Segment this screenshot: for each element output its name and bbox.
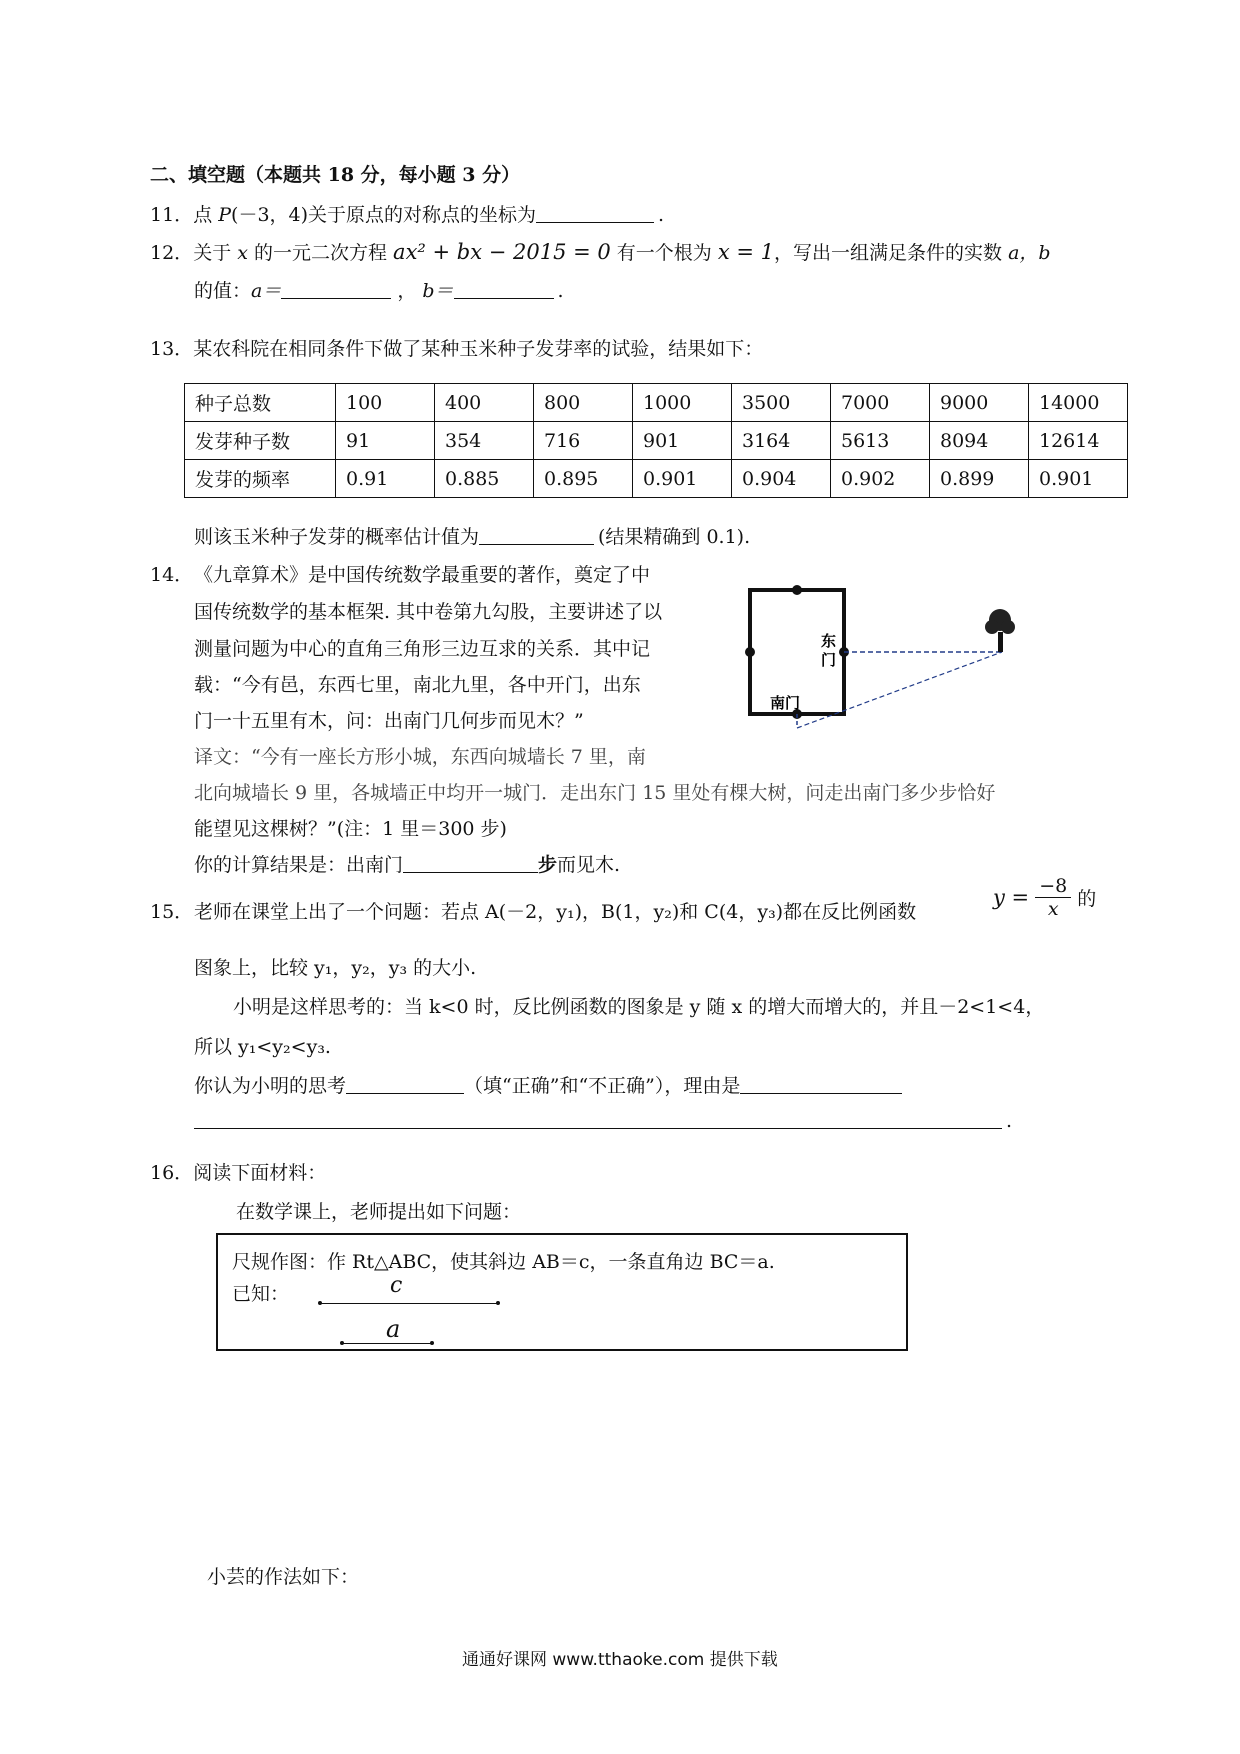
table-cell: 1000 [633, 384, 732, 422]
q11-text-b: (－3，4)关于原点的对称点的坐标为 [231, 204, 537, 226]
q14-answer-a: 你的计算结果是：出南门 [194, 854, 404, 876]
table-cell: 100 [336, 384, 435, 422]
q14-answer-b: 步 [538, 854, 558, 876]
q11-text-a: 点 [193, 204, 219, 226]
q15-line3: 小明是这样思考的：当 k<0 时，反比例函数的图象是 y 随 x 的增大而增大的，并且－2<1<4， [233, 996, 1045, 1018]
table-cell: 12614 [1029, 422, 1128, 460]
east-gate-label-1: 东 [821, 632, 837, 650]
q14-line: 《九章算术》是中国传统数学最重要的著作，奠定了中 [194, 564, 651, 586]
q12-equation: ax² + bx − 2015 = 0 [393, 240, 611, 264]
table-cell: 0.895 [534, 460, 633, 498]
problem-box [216, 1233, 908, 1351]
west-gate-dot [745, 647, 755, 657]
question-13 [150, 334, 763, 361]
table-cell: 3164 [732, 422, 831, 460]
answer-blank[interactable] [403, 852, 538, 873]
table-cell: 91 [336, 422, 435, 460]
south-gate-label: 南门 [770, 694, 801, 712]
table-row-header: 发芽种子数 [185, 422, 336, 460]
table-cell: 7000 [831, 384, 930, 422]
q16-method: 小芸的作法如下： [207, 1566, 360, 1588]
q16-given-label: 已知： [232, 1283, 290, 1305]
reason-blank-2[interactable] [194, 1108, 1002, 1129]
table-cell: 0.91 [336, 460, 435, 498]
segment-a-end-right [430, 1341, 434, 1345]
table-cell: 5613 [831, 422, 930, 460]
north-gate-dot [792, 585, 802, 595]
table-cell: 354 [435, 422, 534, 460]
segment-c [320, 1303, 498, 1304]
table-cell: 14000 [1029, 384, 1128, 422]
table-row [185, 460, 1128, 498]
q14-line: 载：“今有邑，东西七里，南北九里，各中开门，出东 [194, 674, 641, 696]
table-cell: 9000 [930, 384, 1029, 422]
question-12-line2 [194, 276, 564, 303]
table-cell: 0.899 [930, 460, 1029, 498]
tree-icon [985, 609, 1015, 652]
q15-func-den: x [1047, 898, 1059, 920]
q15-fraction [1035, 875, 1071, 920]
q12-b-label: b＝ [422, 280, 454, 302]
q12-text-e: 的值： [194, 280, 252, 302]
q12-var-x: x [237, 242, 248, 264]
q16-context: 在数学课上，老师提出如下问题： [236, 1201, 522, 1223]
germination-table [184, 383, 1128, 498]
q12-text-d: ，写出一组满足条件的实数 [774, 242, 1009, 264]
question-number: 12． [150, 242, 194, 264]
q12-root: x = 1 [717, 240, 775, 264]
q15-line1: 老师在课堂上出了一个问题：若点 A(－2，y₁)，B(1，y₂)和 C(4，y₃)都在反比例函数 [194, 901, 917, 923]
table-cell: 0.885 [435, 460, 534, 498]
q15-func-num: −8 [1035, 875, 1071, 898]
city-diagram [740, 580, 1040, 740]
table-cell: 0.904 [732, 460, 831, 498]
table-cell: 8094 [930, 422, 1029, 460]
reason-blank[interactable] [740, 1073, 902, 1094]
table-cell: 3500 [732, 384, 831, 422]
q15-line6 [194, 1108, 1012, 1132]
question-number: 11． [150, 204, 194, 226]
table-cell: 400 [435, 384, 534, 422]
answer-blank[interactable] [479, 524, 594, 545]
q12-text-b: 的一元二次方程 [247, 242, 394, 264]
q15-func-lhs: y = [993, 885, 1030, 910]
question-number: 16． [150, 1162, 194, 1184]
segment-a-label: a [386, 1315, 401, 1343]
segment-c-end-right [496, 1301, 500, 1305]
segment-a [342, 1343, 432, 1344]
question-14-answer [194, 850, 620, 877]
q12-vars-ab: a，b [1008, 242, 1051, 264]
question-number: 13． [150, 338, 194, 360]
table-cell: 0.902 [831, 460, 930, 498]
answer-blank[interactable] [346, 1073, 464, 1094]
q14-line: 门一十五里有木，问：出南门几何步而见木？” [194, 710, 584, 732]
table-cell: 0.901 [1029, 460, 1128, 498]
q15-line4: 所以 y₁<y₂<y₃. [194, 1036, 331, 1058]
question-number: 15． [150, 901, 194, 923]
segment-c-label: c [390, 1273, 403, 1298]
q15-line5-a: 你认为小明的思考 [194, 1075, 347, 1097]
page-footer: 通通好课网 www.tthaoke.com 提供下载 [462, 1650, 778, 1670]
q15-line5-b: （填“正确”和“不正确”），理由是 [464, 1075, 741, 1097]
q13-conclusion-a: 则该玉米种子发芽的概率估计值为 [194, 526, 480, 548]
answer-blank-a[interactable] [281, 278, 391, 299]
q14-line: 测量问题为中心的直角三角形三边互求的关系．其中记 [194, 638, 651, 660]
q14-answer-c: 而见木. [557, 854, 621, 876]
q12-sep: ， [397, 280, 417, 302]
question-number: 14． [150, 564, 194, 586]
table-cell: 0.901 [633, 460, 732, 498]
segment-c-end-left [318, 1301, 322, 1305]
table-row [185, 422, 1128, 460]
q14-line: 国传统数学的基本框架. 其中卷第九勾股，主要讲述了以 [194, 601, 663, 623]
q14-line: 译文：“今有一座长方形小城，东西向城墙长 7 里，南 [194, 746, 646, 768]
answer-blank-b[interactable] [454, 278, 554, 299]
q13-conclusion-b: (结果精确到 0.1). [598, 526, 751, 548]
question-16 [150, 1158, 326, 1185]
table-cell: 716 [534, 422, 633, 460]
table-cell: 800 [534, 384, 633, 422]
q11-end: . [658, 204, 665, 226]
q15-function [993, 875, 1096, 920]
question-13-conclusion [194, 522, 750, 549]
q16-intro: 阅读下面材料： [193, 1162, 327, 1184]
q15-line1-end: 的 [1077, 888, 1097, 910]
section-title: 二、填空题（本题共 18 分，每小题 3 分） [150, 164, 521, 186]
table-row [185, 384, 1128, 422]
table-row-header: 种子总数 [185, 384, 336, 422]
q12-end: . [557, 280, 564, 302]
table-cell: 901 [633, 422, 732, 460]
segment-a-end-left [340, 1341, 344, 1345]
question-12 [150, 238, 1051, 265]
q12-a-label: a＝ [251, 280, 282, 302]
east-gate-label-2: 门 [821, 651, 837, 669]
q13-intro: 某农科院在相同条件下做了某种玉米种子发芽率的试验，结果如下： [193, 338, 764, 360]
q14-line: 北向城墙长 9 里，各城墙正中均开一城门．走出东门 15 里处有棵大树，问走出南门多少步恰好 [194, 782, 996, 804]
table-row-header: 发芽的频率 [185, 460, 336, 498]
q12-text-a: 关于 [193, 242, 238, 264]
q15-line5 [194, 1071, 902, 1098]
q14-line: 能望见这棵树？”(注：1 里＝300 步) [194, 818, 507, 840]
q16-box-line1: 尺规作图：作 Rt△ABC，使其斜边 AB＝c，一条直角边 BC＝a. [232, 1251, 775, 1273]
question-11 [150, 200, 664, 227]
q12-text-c: 有一个根为 [610, 242, 718, 264]
q15-line2: 图象上，比较 y₁，y₂，y₃ 的大小. [194, 957, 477, 979]
answer-blank[interactable] [536, 202, 654, 223]
q15-line6-end: . [1006, 1110, 1013, 1132]
q11-point: P [218, 204, 232, 226]
